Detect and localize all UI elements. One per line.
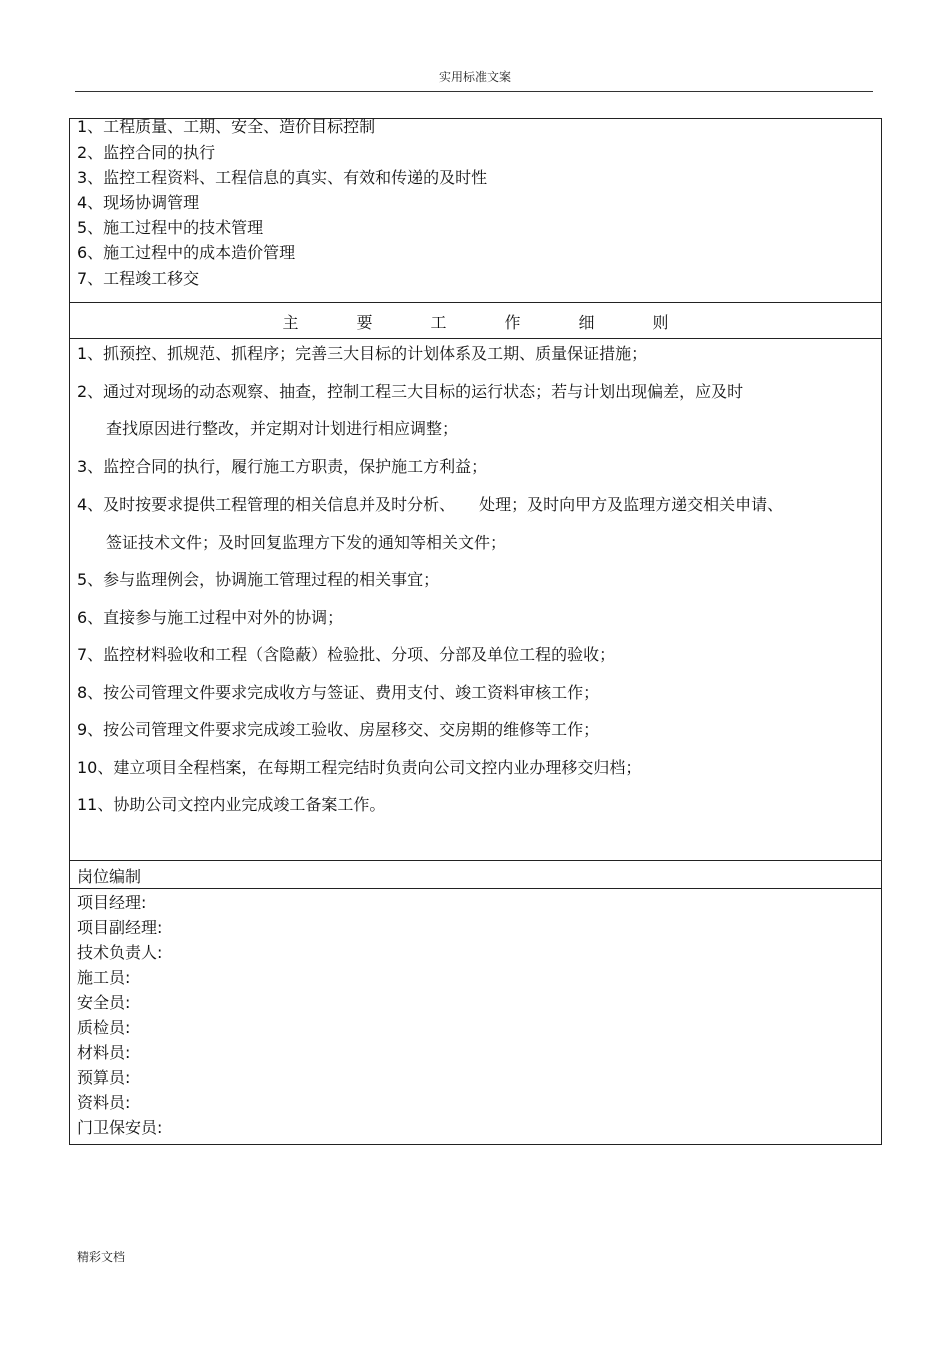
- table-divider: [70, 338, 881, 339]
- rule-item: 9、按公司管理文件要求完成竣工验收、房屋移交、交房期的维修等工作；: [77, 720, 600, 739]
- header-divider: [75, 91, 873, 92]
- rule-item: 5、参与监理例会，协调施工管理过程的相关事宜；: [77, 570, 440, 589]
- staffing-position: 项目副经理:: [77, 918, 163, 937]
- rule-item: 2、通过对现场的动态观察、抽查，控制工程三大目标的运行状态；若与计划出现偏差，应及时: [77, 382, 744, 401]
- section-title-main-work-rules: [70, 303, 881, 339]
- section-title-char: 作: [504, 312, 521, 332]
- rule-item: 8、按公司管理文件要求完成收方与签证、费用支付、竣工资料审核工作；: [77, 683, 600, 702]
- rule-item: 10、建立项目全程档案，在每期工程完结时负责向公司文控内业办理移交归档；: [77, 758, 642, 777]
- goal-item: 6、施工过程中的成本造价管理: [77, 243, 296, 262]
- rule-item: 11、协助公司文控内业完成竣工备案工作。: [77, 795, 386, 814]
- goal-item: 2、监控合同的执行: [77, 143, 216, 162]
- rule-item: 3、监控合同的执行，履行施工方职责，保护施工方利益；: [77, 457, 488, 476]
- staffing-position: 技术负责人:: [77, 943, 163, 962]
- staffing-position: 施工员:: [77, 968, 131, 987]
- rule-item: 4、及时按要求提供工程管理的相关信息并及时分析、 处理；及时向甲方及监理方递交相关申请、: [77, 495, 784, 514]
- rule-item: 7、监控材料验收和工程（含隐蔽）检验批、分项、分部及单位工程的验收；: [77, 645, 616, 664]
- goal-item: 3、监控工程资料、工程信息的真实、有效和传递的及时性: [77, 168, 488, 187]
- table-divider: [70, 860, 881, 861]
- section-title-char: 主: [282, 312, 299, 332]
- rule-item: 6、直接参与施工过程中对外的协调；: [77, 608, 344, 627]
- rule-item-continuation: 签证技术文件；及时回复监理方下发的通知等相关文件；: [106, 533, 507, 552]
- rule-item: 1、抓预控、抓规范、抓程序；完善三大目标的计划体系及工期、质量保证措施；: [77, 344, 648, 363]
- goal-item: 5、施工过程中的技术管理: [77, 218, 264, 237]
- section-title-char: 则: [652, 312, 669, 332]
- goal-item: 1、工程质量、工期、安全、造价目标控制: [77, 117, 376, 136]
- staffing-position: 门卫保安员:: [77, 1118, 163, 1137]
- section-title-char: 要: [356, 312, 373, 332]
- rule-item-continuation: 查找原因进行整改，并定期对计划进行相应调整；: [106, 419, 459, 438]
- staffing-position: 预算员:: [77, 1068, 131, 1087]
- section-title-char: 工: [430, 312, 447, 332]
- page-header-title: 实用标准文案: [438, 70, 511, 84]
- staffing-position: 质检员:: [77, 1018, 131, 1037]
- work-rules-table: [69, 118, 882, 1145]
- goal-item: 7、工程竣工移交: [77, 269, 200, 288]
- goal-item: 4、现场协调管理: [77, 193, 200, 212]
- table-divider: [70, 888, 881, 889]
- staffing-position: 项目经理:: [77, 893, 147, 912]
- staffing-position: 资料员:: [77, 1093, 131, 1112]
- staffing-position: 安全员:: [77, 993, 131, 1012]
- staffing-position: 材料员:: [77, 1043, 131, 1062]
- section-title-char: 细: [578, 312, 595, 332]
- page-footer-text: 精彩文档: [77, 1250, 126, 1264]
- staffing-title: 岗位编制: [77, 867, 142, 886]
